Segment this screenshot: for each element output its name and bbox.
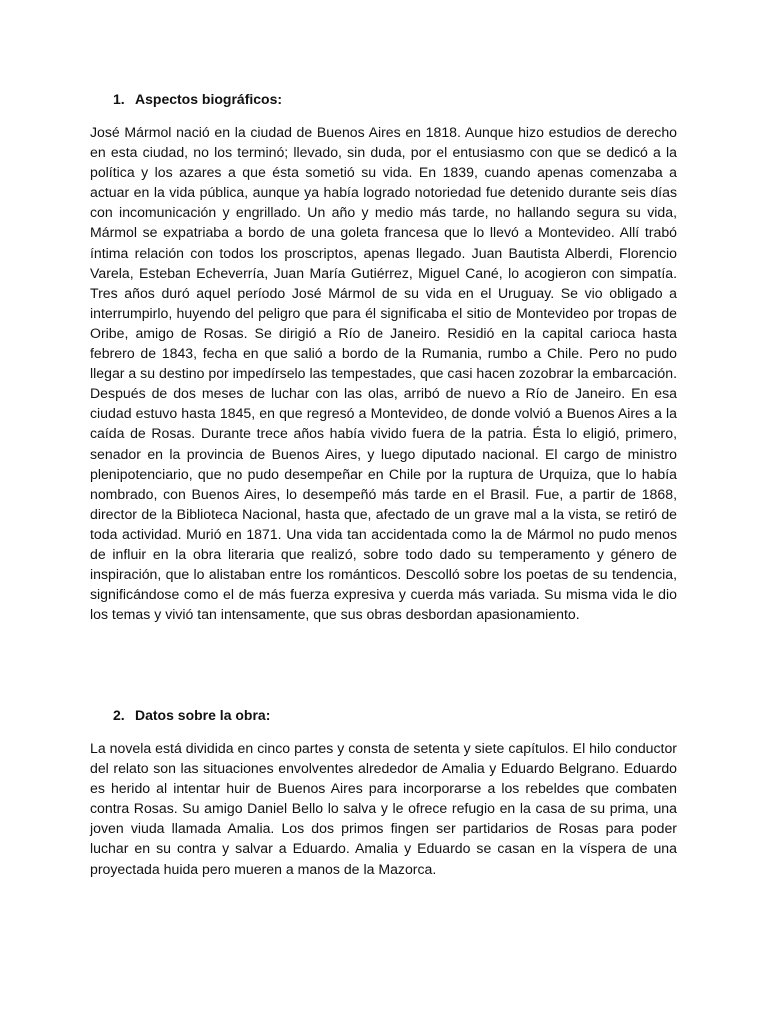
section-number: 1. (113, 91, 125, 107)
section-heading-biography (113, 89, 282, 109)
section-heading-work-data (113, 705, 270, 725)
section-title: Datos sobre la obra: (135, 707, 271, 723)
work-data-paragraph: La novela está dividida en cinco partes y consta de setenta y siete capítulos. El hilo conductor del relato son las situaciones envolventes alrededor de Amalia y Eduardo Belgrano. Eduardo es herido al intentar huir de Buenos Aires para incorporarse a los rebeldes que combaten contra Rosas. Su amigo Daniel Bello lo salva y le ofrece refugio en la casa de su prima, una joven viuda llamada Amalia. Los dos primos fingen ser partidarios de Rosas para poder luchar en su contra y salvar a Eduardo. Amalia y Eduardo se casan en la víspera de una proyectada huida pero mueren a manos de la Mazorca. (90, 740, 677, 877)
biography-paragraph: José Mármol nació en la ciudad de Buenos Aires en 1818. Aunque hizo estudios de derecho en esta ciudad, no los terminó; llevado, sin duda, por el entusiasmo con que se dedicó a la política y los azares a que ésta sometió su vida. En 1839, cuando apenas comenzaba a actuar en la vida pública, aunque ya había logrado notoriedad fue detenido durante seis días con incomunicación y engrillado. Un año y medio más tarde, no hallando segura su vida, Mármol se expatriaba a bordo de una goleta francesa que lo llevó a Montevideo. Allí trabó íntima relación con todos los proscriptos, apenas llegado. Juan Bautista Alberdi, Florencio Varela, Esteban Echeverría, Juan María Gutiérrez, Miguel Cané, lo acogieron con simpatía. Tres años duró aquel período José Mármol de su vida en el Uruguay. Se vio obligado a interrumpirlo, huyendo del peligro que para él significaba el sitio de Montevideo por tropas de Oribe, amigo de Rosas. Se dirigió a Río de Janeiro. Residió en la capital carioca hasta febrero de 1843, fecha en que salió a bordo de la Rumania, rumbo a Chile. Pero no pudo llegar a su destino por impedírselo las tempestades, que casi hacen zozobrar la embarcación. Después de dos meses de luchar con las olas, arribó de nuevo a Río de Janeiro. En esa ciudad estuvo hasta 1845, en que regresó a Montevideo, de donde volvió a Buenos Aires a la caída de Rosas. Durante trece años había vivido fuera de la patria. Ésta lo eligió, primero, senador en la provincia de Buenos Aires, y luego diputado nacional. El cargo de ministro plenipotenciario, que no pudo desempeñar en Chile por la ruptura de Urquiza, que lo había nombrado, con Buenos Aires, lo desempeñó más tarde en el Brasil. Fue, a partir de 1868, director de la Biblioteca Nacional, hasta que, afectado de un grave mal a la vista, se retiró de toda actividad. Murió en 1871. Una vida tan accidentada como la de Mármol no pudo menos de influir en la obra literaria que realizó, sobre todo dado su temperamento y género de inspiración, que lo alistaban entre los románticos. Descolló sobre los poetas de su tendencia, significándose como el de más fuerza expresiva y cuerda más variada. Su misma vida le dio los temas y vivió tan intensamente, que sus obras desbordan apasionamiento. (90, 124, 677, 623)
section-title: Aspectos biográficos: (135, 91, 283, 107)
section-number: 2. (113, 707, 125, 723)
